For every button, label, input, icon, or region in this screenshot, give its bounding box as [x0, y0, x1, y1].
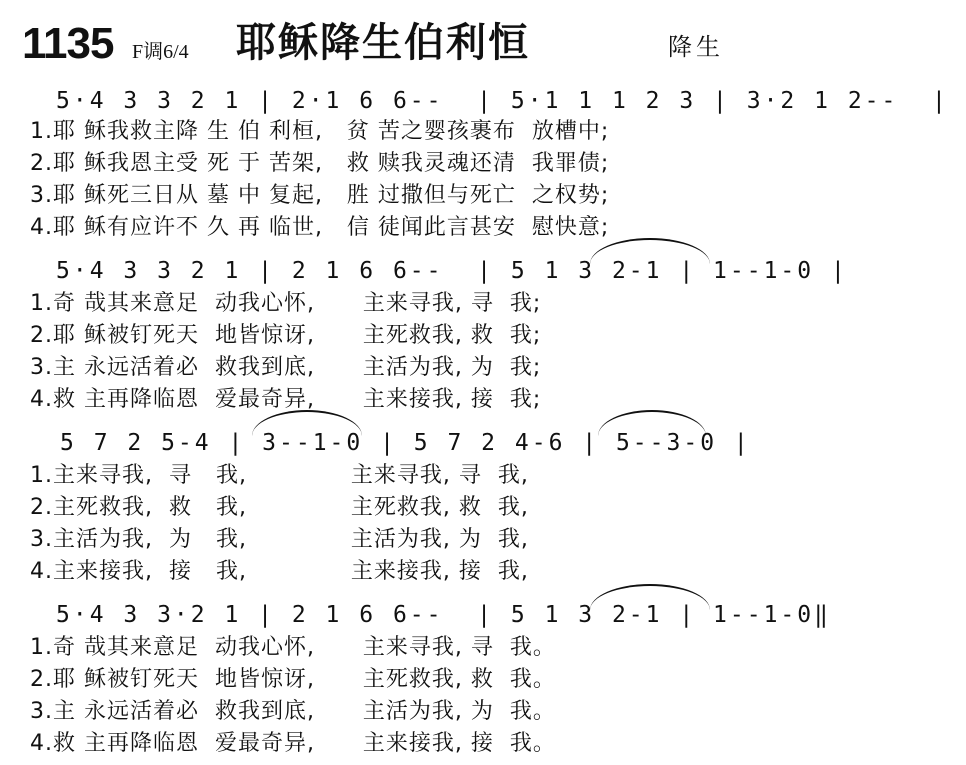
notation-line-4: 5·4 3 3·2 1 | 2 1 6 6-- | 5 1 3 2-1 | 1--1-0‖: [56, 602, 831, 628]
lyric-line: 3.主 永远活着必 救我到底, 主活为我, 为 我;: [30, 355, 542, 380]
lyric-line: 2.耶 稣被钉死天 地皆惊讶, 主死救我, 救 我。: [30, 667, 556, 692]
lyric-line: 1.耶 稣我救主降 生 伯 利桓, 贫 苦之婴孩裹布 放槽中;: [30, 119, 610, 144]
key-signature: F调6/4: [132, 41, 189, 63]
lyric-line: 1.主来寻我, 寻 我, 主来寻我, 寻 我,: [30, 463, 529, 488]
hymn-number: 1135: [22, 19, 114, 68]
hymn-title: 耶稣降生伯利恒: [236, 20, 530, 66]
notation-line-1: 5·4 3 3 2 1 | 2·1 6 6-- | 5·1 1 1 2 3 | 3·2 1 2-- |: [56, 88, 966, 114]
notation-line-3: 5 7 2 5-4 | 3--1-0 | 5 7 2 4-6 | 5--3-0 |: [60, 430, 768, 456]
lyric-line: 2.耶 稣我恩主受 死 于 苦架, 救 赎我灵魂还清 我罪债;: [30, 151, 610, 176]
lyric-line: 1.奇 哉其来意足 动我心怀, 主来寻我, 寻 我;: [30, 291, 542, 316]
lyric-line: 3.主 永远活着必 救我到底, 主活为我, 为 我。: [30, 699, 556, 724]
notation-line-2: 5·4 3 3 2 1 | 2 1 6 6-- | 5 1 3 2-1 | 1--1-0 |: [56, 258, 865, 284]
lyric-line: 4.主来接我, 接 我, 主来接我, 接 我,: [30, 559, 529, 584]
lyric-line: 2.耶 稣被钉死天 地皆惊讶, 主死救我, 救 我;: [30, 323, 542, 348]
lyric-line: 3.耶 稣死三日从 墓 中 复起, 胜 过撒但与死亡 之权势;: [30, 183, 610, 208]
lyric-line: 1.奇 哉其来意足 动我心怀, 主来寻我, 寻 我。: [30, 635, 556, 660]
lyric-line: 4.救 主再降临恩 爱最奇异, 主来接我, 接 我。: [30, 731, 556, 756]
lyric-line: 4.耶 稣有应许不 久 再 临世, 信 徒闻此言甚安 慰快意;: [30, 215, 610, 240]
lyric-line: 3.主活为我, 为 我, 主活为我, 为 我,: [30, 527, 529, 552]
lyric-line: 2.主死救我, 救 我, 主死救我, 救 我,: [30, 495, 529, 520]
hymn-category: 降生: [668, 33, 724, 61]
lyric-line: 4.救 主再降临恩 爱最奇异, 主来接我, 接 我;: [30, 387, 542, 412]
